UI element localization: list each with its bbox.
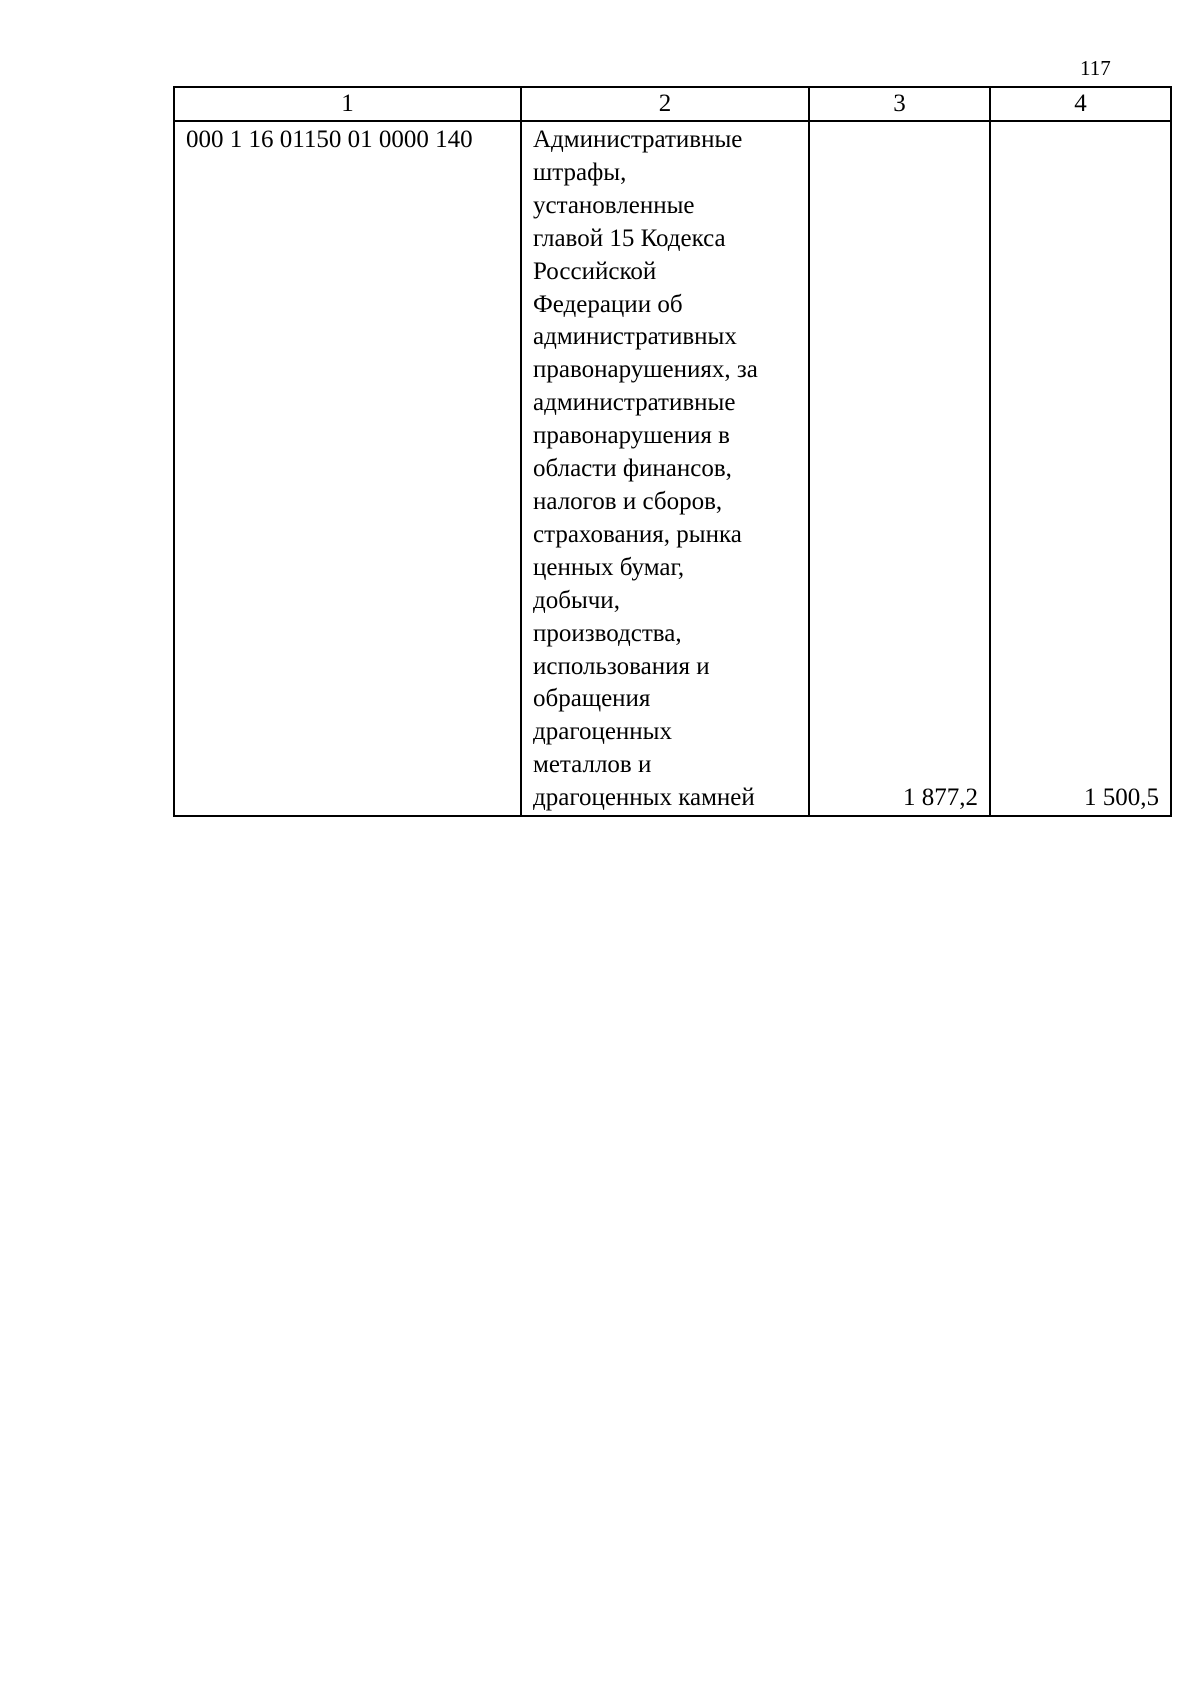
revenue-name-line: административных — [533, 323, 737, 351]
revenue-name-line: использования и — [533, 652, 710, 680]
page-number: 117 — [1080, 56, 1111, 80]
budget-table — [173, 86, 1172, 817]
revenue-name-line: производства, — [533, 619, 682, 647]
column-header-4: 4 — [990, 87, 1171, 121]
table-row — [174, 121, 1171, 816]
revenue-name-line: правонарушения в — [533, 422, 730, 450]
revenue-name-line: административные — [533, 389, 736, 417]
table-header-row — [174, 87, 1171, 121]
column-header-1: 1 — [174, 87, 521, 121]
revenue-name-line: налогов и сборов, — [533, 487, 723, 515]
revenue-name-line: драгоценных камней — [533, 784, 755, 812]
revenue-name-cell — [521, 121, 809, 816]
revenue-name-line: Российской — [533, 257, 657, 285]
budget-code-cell: 000 1 16 01150 01 0000 140 — [174, 121, 521, 816]
revenue-name-line: металлов и — [533, 751, 652, 779]
revenue-name-line: добычи, — [533, 586, 620, 614]
column-header-2: 2 — [521, 87, 809, 121]
revenue-name-line: правонарушениях, за — [533, 356, 758, 384]
revenue-name-line: главой 15 Кодекса — [533, 224, 726, 252]
revenue-name-line: штрафы, — [533, 158, 627, 186]
value-column-4: 1 500,5 — [990, 121, 1171, 816]
revenue-name-line: страхования, рынка — [533, 520, 742, 548]
revenue-name-line: Федерации об — [533, 290, 683, 318]
column-header-3: 3 — [809, 87, 990, 121]
revenue-name-line: обращения — [533, 685, 651, 713]
revenue-name-line: ценных бумаг, — [533, 553, 685, 581]
value-column-3: 1 877,2 — [809, 121, 990, 816]
revenue-name-line: Административные — [533, 126, 743, 153]
revenue-name-line: установленные — [533, 191, 695, 219]
revenue-name-line: области финансов, — [533, 455, 732, 483]
revenue-name-line: драгоценных — [533, 718, 672, 746]
